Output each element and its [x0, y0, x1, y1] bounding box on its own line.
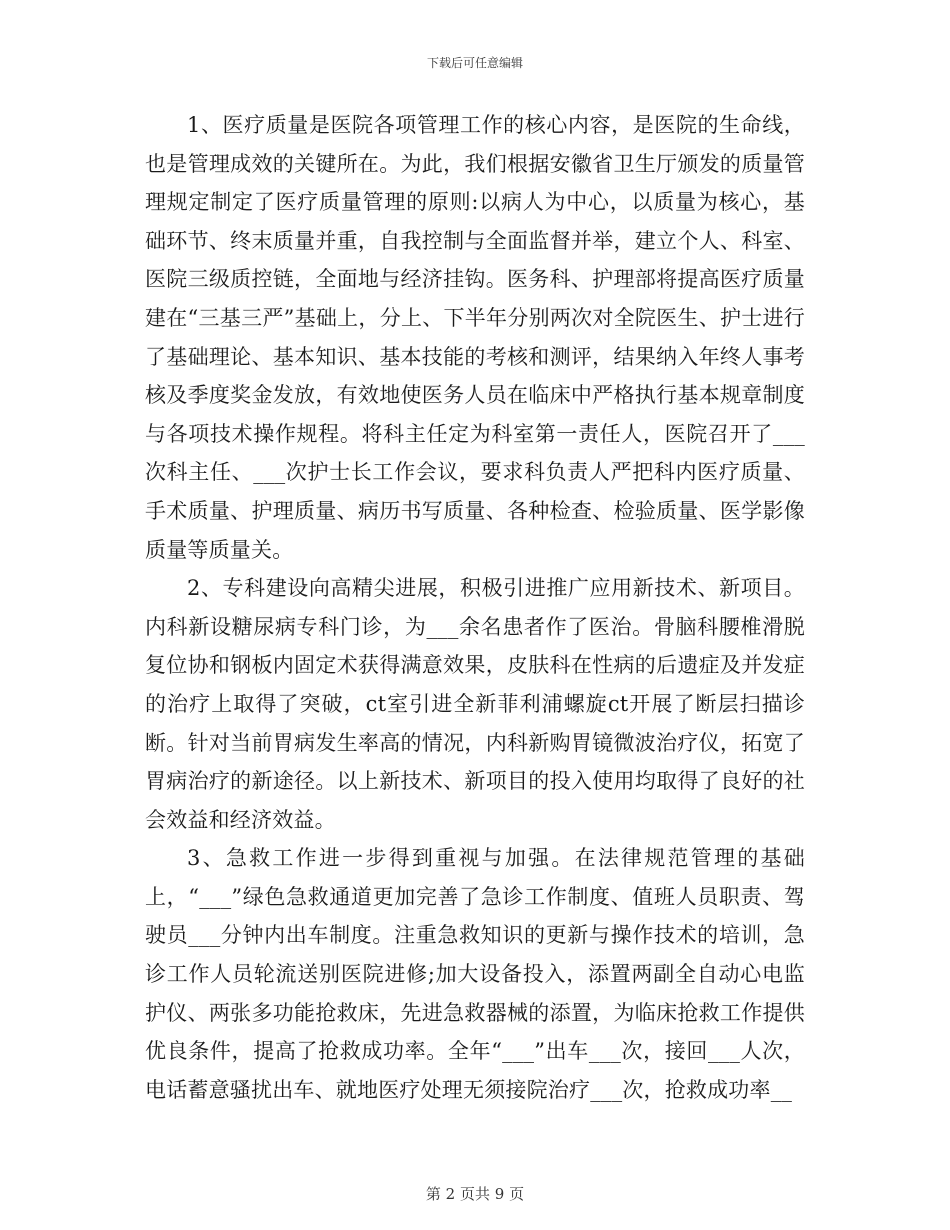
paragraph-2: 2、专科建设向高精尖进展，积极引进推广应用新技术、新项目。内科新设糖尿病专科门诊，为___余名患者作了医治。骨脑科腰椎滑脱复位协和钢板内固定术获得满意效果，皮肤科在性病的后遗症及并发症的治疗上取得了突破，ct室引进全新菲利浦螺旋ct开展了断层扫描诊断。针对当前胃病发生率高的情况，内科新购胃镜微波治疗仪，拓宽了胃病治疗的新途径。以上新技术、新项目的投入使用均取得了良好的社会效益和经济效益。 — [145, 576, 805, 832]
paragraph-3: 3、急救工作进一步得到重视与加强。在法律规范管理的基础上，“___”绿色急救通道更加完善了急诊工作制度、值班人员职责、驾驶员___分钟内出车制度。注重急救知识的更新与操作技术的培训，急诊工作人员轮流送别医院进修;加大设备投入，添置两副全自动心电监护仪、两张多功能抢救床，先进急救器械的添置，为临床抢救工作提供优良条件，提高了抢救成功率。全年“___”出车___次，接回___人次，电话蓄意骚扰出车、就地医疗处理无须接院治疗___次，抢救成功率__ — [145, 846, 805, 1102]
page-header: 下载后可任意编辑 — [426, 56, 523, 70]
page-footer: 第 2 页共 9 页 — [425, 1185, 525, 1203]
paragraph-1: 1、医疗质量是医院各项管理工作的核心内容，是医院的生命线，也是管理成效的关键所在。为此，我们根据安徽省卫生厅颁发的质量管理规定制定了医疗质量管理的原则:以病人为中心，以质量为核心，基础环节、终末质量并重，自我控制与全面监督并举，建立个人、科室、医院三级质控链，全面地与经济挂钩。医务科、护理部将提高医疗质量建在“三基三严”基础上，分上、下半年分别两次对全院医生、护士进行了基础理论、基本知识、基本技能的考核和测评，结果纳入年终人事考核及季度奖金发放，有效地使医务人员在临床中严格执行基本规章制度与各项技术操作规程。将科主任定为科室第一责任人，医院召开了___次科主任、___次护士长工作会议，要求科负责人严把科内医疗质量、手术质量、护理质量、病历书写质量、各种检查、检验质量、医学影像质量等质量关。 — [145, 113, 805, 562]
body-text — [145, 106, 805, 1109]
